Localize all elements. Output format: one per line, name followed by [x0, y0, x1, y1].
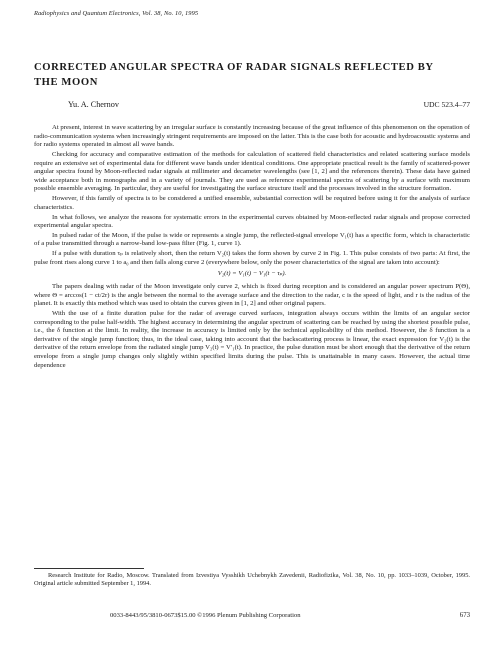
paragraph: In what follows, we analyze the reasons for systematic errors in the experimental curves obtained by Moon-reflected radar signals and propose corrected experimental angular spectra. — [34, 213, 470, 230]
paragraph: Checking for accuracy and comparative estimation of the methods for calculation of scattered field characteristics and related scattering surface models require an extensive set of experimental data for different wave bands under identical conditions. One appropriate practical result is the family of scattered-power angular spectra found by Moon-reflected radar signals at millimeter and decameter wavelengths (see [1, 2] and the references therein). These data have gained wide acceptance both in monographs and in a variety of journals. They are used as reference experimental spectra of scattering by a surface with maximum possible ensemble averaging. In particular, they are useful for investigating the surface structure itself and the processes involved in the structure formation. — [34, 150, 470, 193]
author-name: Yu. A. Chernov — [68, 100, 119, 109]
paragraph: However, if this family of spectra is to be considered a unified ensemble, substantial correction will be required before using it for the analysis of surface characteristics. — [34, 195, 470, 211]
journal-header: Radiophysics and Quantum Electronics, Vol. 38, No. 10, 1995 — [34, 10, 199, 17]
copyright-line: 0033-8443/95/3810-0673$15.00 ©1996 Plenum Publishing Corporation — [110, 612, 301, 619]
udc-code: UDC 523.4–77 — [423, 100, 470, 109]
equation: V₂(t) = V₁(t) − V₁(t − τₚ). — [217, 270, 287, 278]
footnote: Research Institute for Radio, Moscow. Translated from Izvestiya Vysshikh Uchebnykh Zavedenii, Radiofizika, Vol. 38, No. 10, pp. 1033–1039, October, 1995. Original article submitted September 1, 1994. — [34, 572, 470, 588]
paragraph: With the use of a finite duration pulse for the radar of average curved surfaces, integration always occurs within the limits of an angular sector corresponding to the pulse half-width. The highest accuracy in determining the angular spectrum of scattering can be reached by using the shortest possible pulse, i.e., the δ function at the limit. In reality, the increase in accuracy is limited only by the technical applicability of this method. However, the δ function is a derivative of the single jump function; thus, in the ideal case, taking into account that the backscattering process is linear, the exact expression for V₂(t) is the derivative of the return envelope from the radiated single jump V₂(t) = V′₁(t). In practice, the pulse duration must be short enough that the derivative of the return envelope from a single jump changes only slightly within specified limits during the pulse. This is unattainable in many cases. However, the actual time dependence — [34, 310, 470, 369]
paragraph: In pulsed radar of the Moon, if the pulse is wide or represents a single jump, the reflected-signal envelope V₁(t) has a specific form, which is characteristic of a pulse transmitted through a narrow-band low-pass filter (Fig. 1, curve 1). — [34, 231, 470, 248]
article-title: CORRECTED ANGULAR SPECTRA OF RADAR SIGNALS REFLECTED BY THE MOON — [34, 62, 434, 88]
paragraph: If a pulse with duration τₚ is relatively short, then the return V₂(t) takes the form shown by curve 2 in Fig. 1. This pulse consists of two parts: At first, the pulse front rises along curve 1 to a₀ and then falls along curve 2 (everywhere below, only the power characteristics of the signal are taken into account): — [34, 250, 470, 266]
paragraph: The papers dealing with radar of the Moon investigate only curve 2, which is fixed during reception and is considered an angular power spectrum P(Θ), where Θ = arccos(1 − ct/2r) is the angle between the normal to the average surface and the direction to the radar, c is the speed of light, and r is the radius of the planet. It is exactly this method which was used to obtain the curves given in [1, 2] and other original papers. — [34, 283, 470, 308]
page-number: 673 — [459, 612, 470, 619]
footnote-divider — [34, 568, 144, 569]
article-body — [34, 124, 470, 371]
paragraph: At present, interest in wave scattering by an irregular surface is constantly increasing because of the great influence of this phenomenon on the operation of radio-communication systems when increasingly stringent requirements are imposed on the latter. This is the case both for acoustic and hydroacoustic systems and for radio systems operated in almost all wave bands. — [34, 124, 470, 149]
